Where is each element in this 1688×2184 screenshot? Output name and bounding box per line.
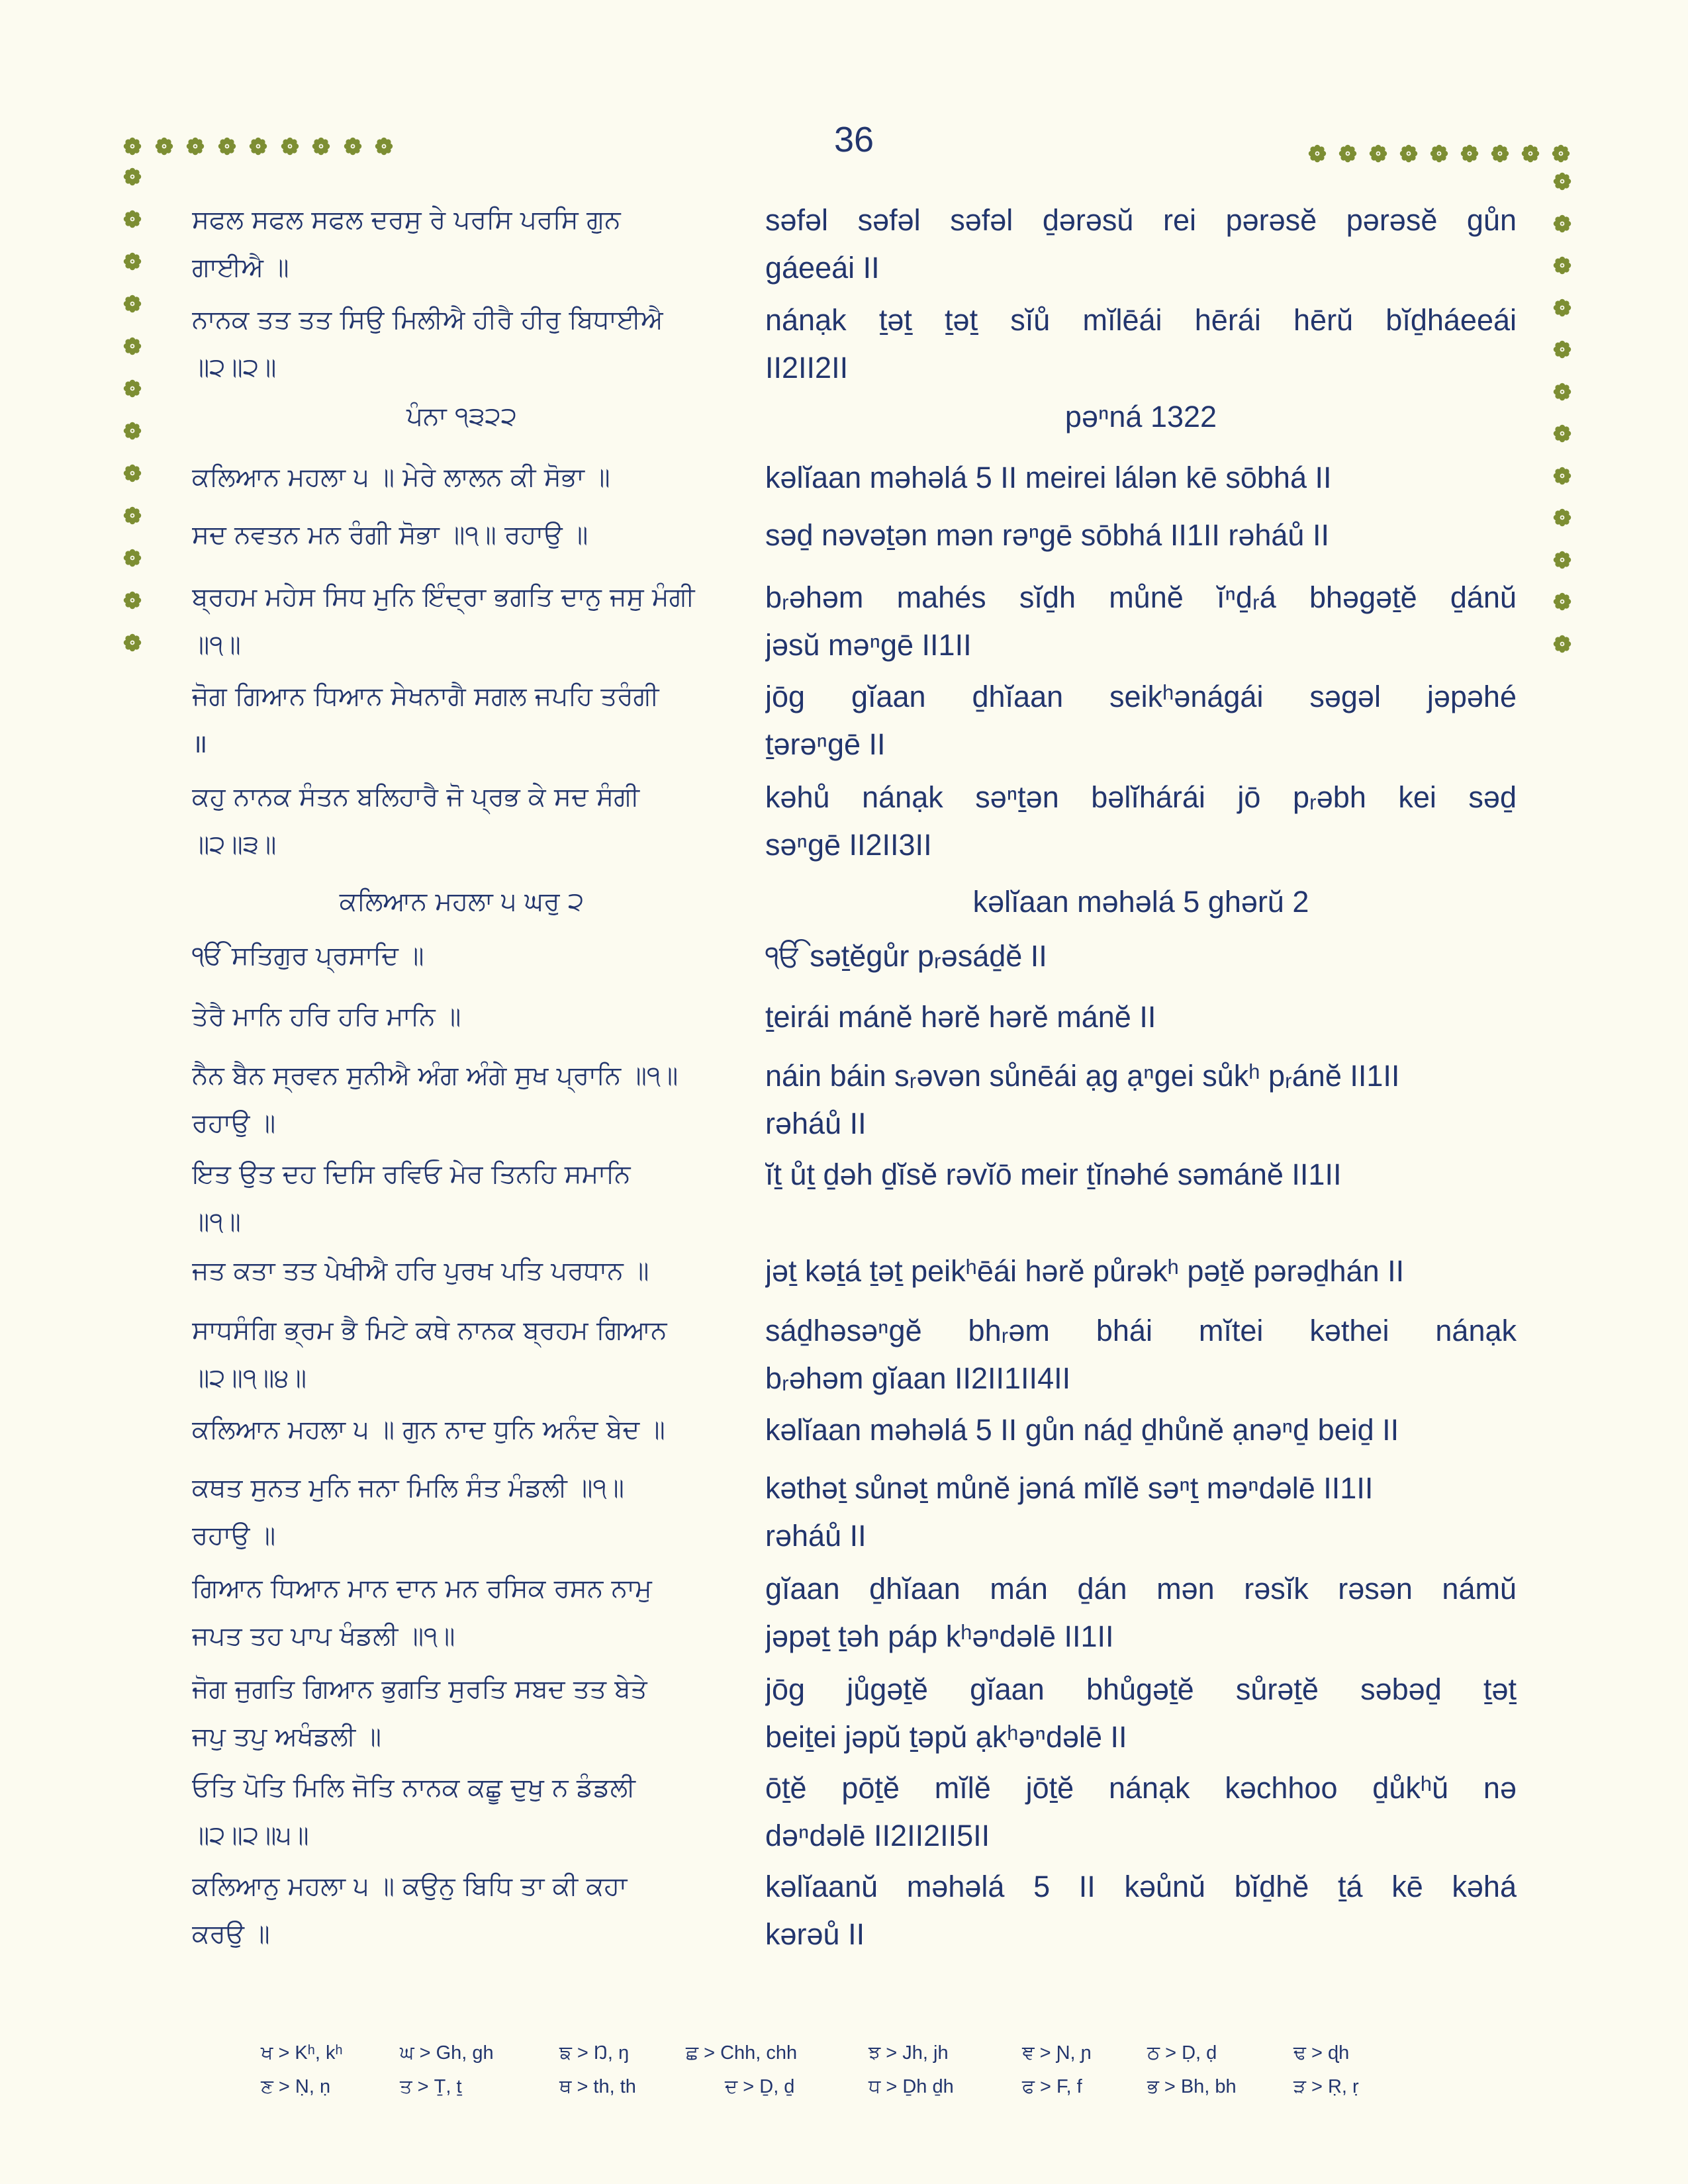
gurmukhi-text bbox=[192, 774, 731, 869]
transliteration-line: bᵣəhəm mahés sĭḏh můnĕ ĭⁿḏᵣá bhəgəṯĕ ḏánŭ bbox=[765, 580, 1517, 614]
gurmukhi-line: ॥੨॥੨॥੫॥ bbox=[192, 1821, 309, 1850]
transliteration-line: səḏ nəvəṯən mən rəⁿgē sōbhá II1II rəháů II bbox=[765, 518, 1329, 552]
gurmukhi-text bbox=[192, 878, 731, 926]
gurmukhi-line: ਸਫਲ ਸਫਲ ਸਫਲ ਦਰਸੁ ਰੇ ਪਰਸਿ ਪਰਸਿ ਗੁਨ bbox=[192, 205, 621, 235]
flower-icon bbox=[154, 136, 174, 156]
gurmukhi-line: ਕਲਿਆਨੁ ਮਹਲਾ ੫ ॥ ਕਉਨੁ ਬਿਧਿ ਤਾ ਕੀ ਕਹਾ bbox=[192, 1872, 628, 1901]
page-number: 36 bbox=[833, 120, 874, 159]
legend-item: ਛ > Chh, chh bbox=[686, 2042, 798, 2064]
transliteration-text bbox=[765, 574, 1517, 669]
transliteration-line: beiṯei jəpŭ ṯəpŭ ạkʰəⁿdəlē II bbox=[765, 1720, 1127, 1754]
gurmukhi-line: ਓਤਿ ਪੋਤਿ ਮਿਲਿ ਜੋਤਿ ਨਾਨਕ ਕਛੂ ਦੁਖੁ ਨ ਡੰਡਲੀ bbox=[192, 1773, 635, 1803]
flower-icon bbox=[311, 136, 331, 156]
flower-icon bbox=[1552, 382, 1572, 402]
transliteration-text bbox=[765, 197, 1517, 292]
legend-item: ੜ > Ṛ, ṛ bbox=[1293, 2076, 1359, 2097]
flower-icon bbox=[1552, 592, 1572, 612]
flower-icon bbox=[1368, 144, 1388, 163]
flower-icon bbox=[1460, 144, 1479, 163]
gurmukhi-line: ਬ੍ਰਹਮ ਮਹੇਸ ਸਿਧ ਮੁਨਿ ਇੰਦ੍ਰਾ ਭਗਤਿ ਦਾਨੁ ਜਸੁ ਮੰਗੀ bbox=[192, 582, 695, 612]
legend-item: ਭ > Bh, bh bbox=[1147, 2076, 1237, 2097]
flower-icon bbox=[1521, 144, 1540, 163]
transliteration-line: dəⁿdəlē II2II2II5II bbox=[765, 1819, 990, 1852]
gurmukhi-text bbox=[192, 574, 731, 669]
flower-icon bbox=[122, 336, 142, 356]
gurmukhi-line: ਸਦ ਨਵਤਨ ਮਨ ਰੰਗੀ ਸੋਭਾ ॥੧॥ ਰਹਾਉ ॥ bbox=[192, 520, 588, 550]
gurmukhi-text bbox=[192, 933, 731, 980]
section-heading: ਕਲਿਆਨ ਮਹਲਾ ੫ ਘਰੁ ੨ bbox=[339, 887, 585, 917]
gurmukhi-text bbox=[192, 1666, 731, 1761]
gurmukhi-line: ॥੨॥੨॥ bbox=[192, 353, 277, 383]
transliteration-line: rəháů II bbox=[765, 1107, 867, 1140]
gurmukhi-line: ॥੧॥ bbox=[192, 1207, 241, 1237]
transliteration-line: jōg gĭaan ḏhĭaan seikʰənágái səgəl jəpəhé bbox=[765, 680, 1517, 713]
gurmukhi-text bbox=[192, 296, 731, 392]
flower-icon bbox=[1552, 634, 1572, 654]
gurmukhi-text bbox=[192, 1565, 731, 1661]
legend-item: ਦ > Ḏ, ḏ bbox=[725, 2076, 795, 2097]
flower-icon bbox=[122, 633, 142, 653]
flower-icon bbox=[122, 548, 142, 568]
transliteration-text bbox=[765, 1465, 1517, 1560]
transliteration-line: jəṯ kəṯá ṯəṯ peikʰēái hərĕ půrəkʰ pəṯĕ pərəḏhán II bbox=[765, 1254, 1405, 1288]
gurmukhi-line: ਰਹਾਉ ॥ bbox=[192, 1521, 276, 1551]
legend-item: ਖ > Kʰ, kʰ bbox=[261, 2042, 343, 2064]
transliteration-line: jōg jůgəṯĕ gĭaan bhůgəṯĕ sůrəṯĕ səbəḏ ṯəṯ bbox=[765, 1672, 1517, 1706]
gurmukhi-line: ਕਲਿਆਨ ਮਹਲਾ ੫ ॥ ਮੇਰੇ ਲਾਲਨ ਕੀ ਸੋਭਾ ॥ bbox=[192, 463, 610, 492]
gurmukhi-text bbox=[192, 993, 731, 1041]
gurmukhi-text bbox=[192, 673, 731, 768]
transliteration-text bbox=[765, 878, 1517, 926]
transliteration-line: kəlĭaan məhəlá 5 II gůn náḏ ḏhůnĕ ạnəⁿḏ beiḏ II bbox=[765, 1413, 1399, 1447]
transliteration-line: kəhů nánạk səⁿṯən bəlĭhárái jō pᵣəbh kei səḏ bbox=[765, 780, 1517, 814]
flower-icon bbox=[122, 590, 142, 610]
gurmukhi-line: ਕਰਉ ॥ bbox=[192, 1919, 270, 1949]
gurmukhi-line: ੴ ਸਤਿਗੁਰ ਪ੍ਰਸਾਦਿ ॥ bbox=[192, 941, 424, 971]
flower-icon bbox=[1552, 550, 1572, 570]
transliteration-line: náin báin sᵣəvən sůnēái ạg ạⁿgei sůkʰ pᵣánĕ II1II bbox=[765, 1059, 1400, 1093]
transliteration-text bbox=[765, 512, 1517, 559]
transliteration-line: kərəů II bbox=[765, 1917, 865, 1951]
flower-icon bbox=[1552, 255, 1572, 275]
transliteration-line: ĭṯ ůṯ ḏəh ḏĭsĕ rəvĭō meir ṯĭnəhé səmánĕ II1II bbox=[765, 1158, 1342, 1191]
gurmukhi-line: ਇਤ ਉਤ ਦਹ ਦਿਸਿ ਰਵਿਓ ਮੇਰ ਤਿਨਹਿ ਸਮਾਨਿ bbox=[192, 1160, 631, 1189]
transliteration-line: kəthəṯ sůnəṯ můnĕ jəná mĭlĕ səⁿṯ məⁿdəlē II1II bbox=[765, 1471, 1374, 1505]
flower-icon bbox=[1551, 144, 1571, 163]
flower-icon bbox=[1307, 144, 1327, 163]
flower-icon bbox=[1490, 144, 1510, 163]
flower-icon bbox=[374, 136, 394, 156]
transliteration-text bbox=[765, 933, 1517, 980]
gurmukhi-line: ਜਪੁ ਤਪੁ ਅਖੰਡਲੀ ॥ bbox=[192, 1722, 381, 1752]
section-heading: kəlĭaan məhəlá 5 ghərŭ 2 bbox=[972, 885, 1309, 919]
flower-icon bbox=[1552, 466, 1572, 486]
page-reference: ਪੰਨਾ ੧੩੨੨ bbox=[406, 402, 518, 432]
transliteration-line: ṯeirái mánĕ hərĕ hərĕ mánĕ II bbox=[765, 1000, 1156, 1034]
transliteration-line: gáeeái II bbox=[765, 251, 880, 285]
transliteration-text bbox=[765, 1052, 1517, 1148]
transliteration-text bbox=[765, 774, 1517, 869]
gurmukhi-line: ਜੋਗ ਗਿਆਨ ਧਿਆਨ ਸੇਖਨਾਗੈ ਸਗਲ ਜਪਹਿ ਤਰੰਗੀ bbox=[192, 682, 659, 711]
transliteration-text bbox=[765, 393, 1517, 441]
transliteration-line: jəpəṯ ṯəh páp kʰəⁿdəlē II1II bbox=[765, 1619, 1114, 1653]
gurmukhi-line: ਸਾਧਸੰਗਿ ਭ੍ਰਮ ਭੈ ਮਿਟੇ ਕਥੇ ਨਾਨਕ ਬ੍ਰਹਮ ਗਿਆਨ bbox=[192, 1316, 667, 1345]
transliteration-text bbox=[765, 993, 1517, 1041]
flower-icon bbox=[122, 463, 142, 483]
gurmukhi-line: ਜਪਤ ਤਹ ਪਾਪ ਖੰਡਲੀ ॥੧॥ bbox=[192, 1621, 455, 1651]
flower-icon bbox=[122, 379, 142, 398]
transliteration-line: rəháů II bbox=[765, 1519, 867, 1553]
gurmukhi-text bbox=[192, 1307, 731, 1402]
flower-icon bbox=[217, 136, 237, 156]
gurmukhi-text bbox=[192, 1764, 731, 1860]
gurmukhi-text bbox=[192, 1406, 731, 1454]
gurmukhi-text bbox=[192, 1465, 731, 1560]
gurmukhi-line: ਜਤ ਕਤਾ ਤਤ ਪੇਖੀਐ ਹਰਿ ਪੁਰਖ ਪਤਿ ਪਰਧਾਨ ॥ bbox=[192, 1256, 649, 1286]
gurmukhi-line: ॥੨॥੩॥ bbox=[192, 830, 277, 860]
flower-icon bbox=[122, 421, 142, 441]
gurmukhi-text bbox=[192, 1052, 731, 1148]
transliteration-text bbox=[765, 1248, 1517, 1295]
transliteration-text bbox=[765, 296, 1517, 392]
legend-item: ਠ > Ḍ, ḍ bbox=[1147, 2042, 1217, 2064]
flower-icon bbox=[1552, 340, 1572, 359]
flower-icon bbox=[343, 136, 363, 156]
transliteration-text bbox=[765, 1406, 1517, 1454]
flower-icon bbox=[1552, 214, 1572, 234]
gurmukhi-text bbox=[192, 1863, 731, 1958]
gurmukhi-line: ਤੇਰੈ ਮਾਨਿ ਹਰਿ ਹਰਿ ਮਾਨਿ ॥ bbox=[192, 1002, 461, 1032]
gurmukhi-line: ਗਿਆਨ ਧਿਆਨ ਮਾਨ ਦਾਨ ਮਨ ਰਸਿਕ ਰਸਨ ਨਾਮੁ bbox=[192, 1574, 652, 1604]
gurmukhi-line: ਗਾਈਐ ॥ bbox=[192, 253, 289, 283]
flower-icon bbox=[1429, 144, 1449, 163]
gurmukhi-line: ਕਲਿਆਨ ਮਹਲਾ ੫ ॥ ਗੁਨ ਨਾਦ ਧੁਨਿ ਅਨੰਦ ਬੇਦ ॥ bbox=[192, 1415, 665, 1445]
transliteration-line: kəlĭaanŭ məhəlá 5 II kəůnŭ bĭḏhĕ ṯá kē kəhá bbox=[765, 1870, 1517, 1903]
flower-icon bbox=[1399, 144, 1419, 163]
gurmukhi-line: ॥੧॥ bbox=[192, 630, 241, 660]
transliteration-line: səⁿgē II2II3II bbox=[765, 828, 932, 862]
flower-icon bbox=[122, 167, 142, 187]
gurmukhi-line: ॥੨॥੧॥੪॥ bbox=[192, 1363, 307, 1393]
transliteration-text bbox=[765, 1863, 1517, 1958]
gurmukhi-line: ਰਹਾਉ ॥ bbox=[192, 1109, 276, 1138]
gurmukhi-text bbox=[192, 393, 731, 441]
transliteration-text bbox=[765, 1666, 1517, 1761]
transliteration-line: nánạk ṯəṯ ṯəṯ sĭů mĭlēái hērái hērŭ bĭḏháeeái bbox=[765, 303, 1517, 337]
legend-item: ਤ > Ṯ, ṯ bbox=[400, 2076, 462, 2097]
legend-item: ਝ > Jh, jh bbox=[868, 2042, 949, 2064]
legend-item: ਣ > Ṇ, ṇ bbox=[261, 2076, 331, 2097]
gurmukhi-line: ਕਥਤ ਸੁਨਤ ਮੁਨਿ ਜਨਾ ਮਿਲਿ ਸੰਤ ਮੰਡਲੀ ॥੧॥ bbox=[192, 1473, 624, 1503]
legend-item: ਢ > ɖh bbox=[1293, 2042, 1350, 2064]
transliteration-line: gĭaan ḏhĭaan mán ḏán mən rəsĭk rəsən námŭ bbox=[765, 1572, 1517, 1606]
transliteration-line: ੴ səṯĕgůr pᵣəsáḏĕ II bbox=[765, 939, 1047, 973]
gurmukhi-text bbox=[192, 512, 731, 559]
transliteration-text bbox=[765, 454, 1517, 502]
flower-icon bbox=[1552, 424, 1572, 443]
flower-icon bbox=[1338, 144, 1358, 163]
transliteration-line: bᵣəhəm gĭaan II2II1II4II bbox=[765, 1361, 1071, 1395]
flower-icon bbox=[185, 136, 205, 156]
transliteration-text bbox=[765, 673, 1517, 768]
gurmukhi-text bbox=[192, 1248, 731, 1295]
gurmukhi-text bbox=[192, 454, 731, 502]
flower-icon bbox=[1552, 171, 1572, 191]
flower-icon bbox=[122, 294, 142, 314]
flower-icon bbox=[122, 506, 142, 525]
gurmukhi-line: ਨਾਨਕ ਤਤ ਤਤ ਸਿਉ ਮਿਲੀਐ ਹੀਰੈ ਹੀਰੁ ਬਿਧਾਈਐ bbox=[192, 305, 663, 335]
legend-item: ਙ > Ŋ, ŋ bbox=[559, 2042, 630, 2064]
page-reference: pəⁿná 1322 bbox=[1064, 400, 1217, 433]
flower-icon bbox=[1552, 508, 1572, 527]
transliteration-line: ōṯĕ pōṯĕ mĭlĕ jōṯĕ nánạk kəchhoo ḏůkʰŭ nə bbox=[765, 1771, 1517, 1805]
transliteration-line: jəsŭ məⁿgē II1II bbox=[765, 628, 972, 662]
flower-icon bbox=[122, 251, 142, 271]
flower-icon bbox=[280, 136, 300, 156]
transliteration-line: ṯərəⁿgē II bbox=[765, 727, 886, 761]
gurmukhi-line: ॥ bbox=[192, 729, 208, 759]
flower-icon bbox=[1552, 298, 1572, 318]
transliteration-text bbox=[765, 1565, 1517, 1661]
transliteration-line: II2II2II bbox=[765, 351, 849, 385]
legend-item: ਘ > Gh, gh bbox=[400, 2042, 494, 2064]
flower-icon bbox=[122, 136, 142, 156]
transliteration-line: sáḏhəsəⁿgĕ bhᵣəm bhái mĭtei kəthei nánạk bbox=[765, 1314, 1517, 1347]
legend-item: ਧ > Ḏh ḏh bbox=[868, 2076, 954, 2097]
flower-icon bbox=[248, 136, 268, 156]
transliteration-text bbox=[765, 1307, 1517, 1402]
legend-item: ਥ > th, th bbox=[559, 2076, 636, 2097]
gurmukhi-line: ਜੋਗ ਜੁਗਤਿ ਗਿਆਨ ਭੁਗਤਿ ਸੁਰਤਿ ਸਬਦ ਤਤ ਬੇਤੇ bbox=[192, 1674, 647, 1704]
transliteration-text bbox=[765, 1764, 1517, 1860]
gurmukhi-line: ਕਹੁ ਨਾਨਕ ਸੰਤਨ ਬਲਿਹਾਰੈ ਜੋ ਪ੍ਰਭ ਕੇ ਸਦ ਸੰਗੀ bbox=[192, 782, 640, 812]
gurmukhi-text bbox=[192, 197, 731, 292]
transliteration-text bbox=[765, 1151, 1517, 1199]
transliteration-line: kəlĭaan məhəlá 5 II meirei lálən kē sōbhá II bbox=[765, 461, 1332, 494]
gurmukhi-text bbox=[192, 1151, 731, 1246]
transliteration-line: səfəl səfəl səfəl ḏərəsŭ rei pərəsĕ pərəsĕ gůn bbox=[765, 203, 1517, 237]
legend-item: ਫ > F, f bbox=[1022, 2076, 1082, 2097]
legend-item: ਞ > Ɲ, ɲ bbox=[1022, 2042, 1092, 2064]
flower-icon bbox=[122, 209, 142, 229]
gurmukhi-line: ਨੈਨ ਬੈਨ ਸ੍ਰਵਨ ਸੁਨੀਐ ਅੰਗ ਅੰਗੇ ਸੁਖ ਪ੍ਰਾਨਿ ॥੧॥ bbox=[192, 1061, 679, 1091]
